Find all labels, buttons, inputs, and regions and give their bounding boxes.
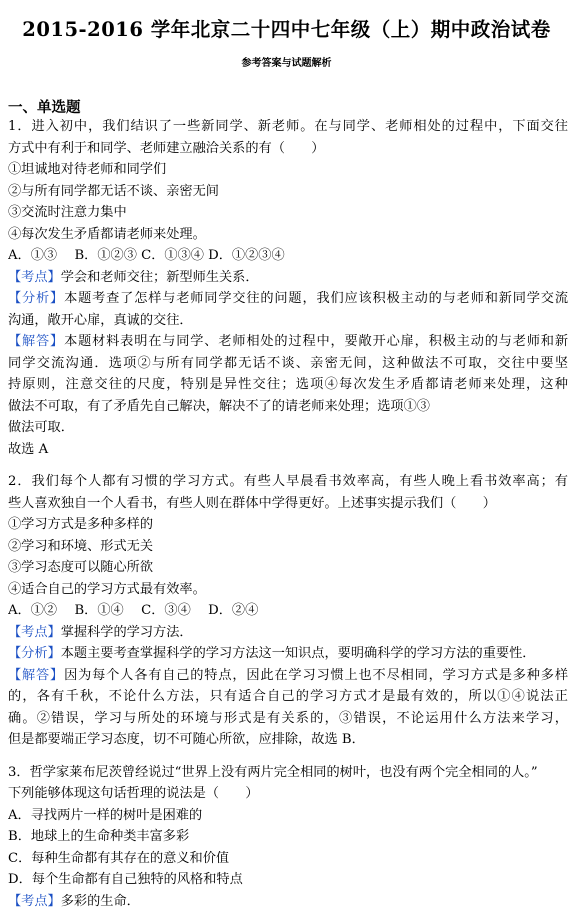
question-3 [8, 762, 568, 912]
statement-item: ①学习方式是多种多样的 [8, 514, 568, 536]
answer-option: A．寻找两片一样的树叶是困难的 [8, 805, 568, 827]
jieda-tag: 【解答】 [8, 334, 64, 349]
kaodian-tag: 【考点】 [8, 625, 61, 640]
jieda-text: 确。②错误，学习与所处的环境与形式是有关系的，③错误，不论运用什么方法来学习， [8, 708, 568, 730]
jieda-text: 做法可取． [8, 417, 568, 439]
jieda-text: 本题材料表明在与同学、老师相处的过程中，要敞开心扉，积极主动的与老师和新 [64, 334, 568, 349]
answer-option: B．地球上的生命种类丰富多彩 [8, 826, 568, 848]
answer-options: A．①③ B．①②③ C．①③④ D．①②③④ [8, 245, 568, 267]
statement-item: ②与所有同学都无话不谈、亲密无间 [8, 181, 568, 203]
answer-options: A．①② B．①④ C．③④ D．②④ [8, 600, 568, 622]
fenxi-tag: 【分析】 [8, 291, 64, 306]
kaodian-line [8, 267, 568, 289]
final-answer: 故选 A [8, 439, 568, 461]
document-title: 2015-2016 学年北京二十四中七年级（上）期中政治试卷 [0, 14, 573, 42]
section-heading: 一、单选题 [8, 96, 81, 117]
kaodian-tag: 【考点】 [8, 270, 61, 285]
question-1 [8, 116, 568, 460]
question-stem-line: 2．我们每个人都有习惯的学习方式。有些人早晨看书效率高，有些人晚上看书效率高；有 [8, 471, 568, 493]
document-body [8, 116, 568, 912]
jieda-text: 做法不可取，有了矛盾先自己解决，解决不了的请老师来处理；选项①③ [8, 396, 568, 418]
document-subtitle: 参考答案与试题解析 [0, 54, 573, 69]
fenxi-line [8, 288, 568, 310]
fenxi-text: 沟通，敞开心扉，真诚的交往． [8, 310, 568, 332]
jieda-text: 因为每个人各有自己的特点，因此在学习习惯上也不尽相同，学习方式是多种多样 [64, 668, 568, 683]
question-stem-line: 些人喜欢独自一个人看书，有些人则在群体中学得更好。上述事实提示我们（ ） [8, 493, 568, 515]
question-2 [8, 471, 568, 751]
fenxi-line [8, 643, 568, 665]
statement-item: ④每次发生矛盾都请老师来处理。 [8, 224, 568, 246]
jieda-text: 但是都要端正学习态度，切不可随心所欲，应排除，故选 B． [8, 729, 568, 751]
question-stem-line: 方式中有利于和同学、老师建立融洽关系的有（ ） [8, 138, 568, 160]
question-stem-line: 1．进入初中，我们结识了一些新同学、新老师。在与同学、老师相处的过程中，下面交往 [8, 116, 568, 138]
answer-option: C．每种生命都有其存在的意义和价值 [8, 848, 568, 870]
question-stem-line: 3．哲学家莱布尼茨曾经说过“世界上没有两片完全相同的树叶，也没有两个完全相同的人。” [8, 762, 568, 784]
kaodian-text: 多彩的生命． [61, 894, 140, 909]
kaodian-text: 学会和老师交往；新型师生关系． [61, 270, 259, 285]
fenxi-text: 本题主要考查掌握科学的学习方法这一知识点，要明确科学的学习方法的重要性． [61, 646, 536, 661]
statement-item: ③学习态度可以随心所欲 [8, 557, 568, 579]
fenxi-text: 本题考查了怎样与老师同学交往的问题，我们应该积极主动的与老师和新同学交流 [64, 291, 568, 306]
statement-item: ④适合自己的学习方式最有效率。 [8, 579, 568, 601]
statement-item: ②学习和环境、形式无关 [8, 536, 568, 558]
jieda-tag: 【解答】 [8, 668, 64, 683]
kaodian-tag: 【考点】 [8, 894, 61, 909]
jieda-text: 的，各有千秋，不论什么方法，只有适合自己的学习方式才是最有效的，所以①④说法正 [8, 686, 568, 708]
jieda-line [8, 331, 568, 353]
jieda-text: 持原则，注意交往的尺度，特别是异性交往；选项④每次发生矛盾都请老师来处理，这种 [8, 374, 568, 396]
jieda-text: 同学交流沟通．选项②与所有同学都无话不谈、亲密无间，这种做法不可取，交往中要坚 [8, 353, 568, 375]
kaodian-line [8, 622, 568, 644]
question-stem-line: 下列能够体现这句话哲理的说法是（ ） [8, 783, 568, 805]
kaodian-text: 掌握科学的学习方法． [61, 625, 193, 640]
answer-option: D．每个生命都有自己独特的风格和特点 [8, 869, 568, 891]
jieda-line [8, 665, 568, 687]
statement-item: ①坦诚地对待老师和同学们 [8, 159, 568, 181]
kaodian-line [8, 891, 568, 912]
fenxi-tag: 【分析】 [8, 646, 61, 661]
statement-item: ③交流时注意力集中 [8, 202, 568, 224]
